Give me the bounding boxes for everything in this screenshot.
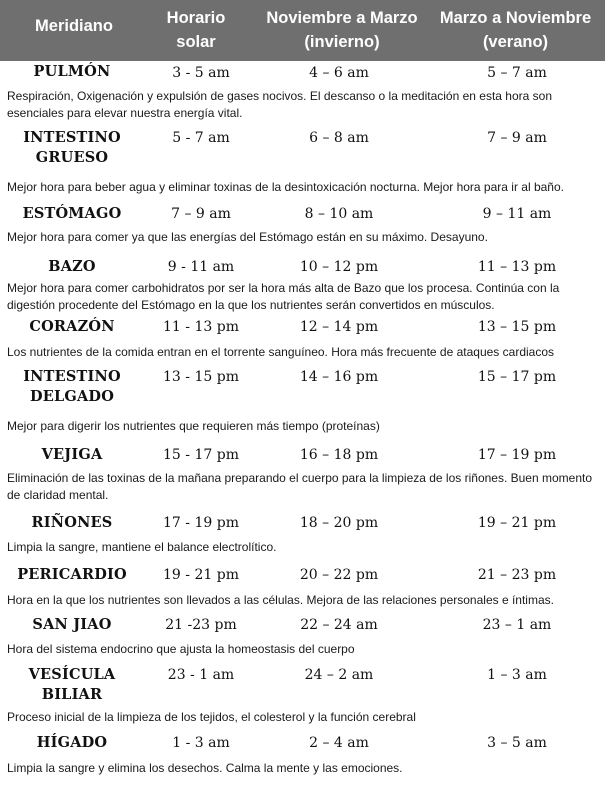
header-solar-line2: solar bbox=[176, 33, 216, 51]
solar-time: 1 - 3 am bbox=[172, 735, 230, 751]
meridian-name: HÍGADO bbox=[36, 734, 108, 751]
winter-time: 8 – 10 am bbox=[304, 206, 374, 222]
meridian-name: RIÑONES bbox=[31, 514, 113, 531]
meridian-description: Limpia la sangre y elimina los desechos. Calma la mente y las emociones. bbox=[7, 761, 403, 775]
solar-time: 5 - 7 am bbox=[172, 130, 230, 146]
solar-time: 11 - 13 pm bbox=[163, 319, 239, 335]
meridian-description: Hora del sistema endocrino que ajusta la homeostasis del cuerpo bbox=[7, 642, 355, 656]
meridian-name: PULMÓN bbox=[33, 63, 111, 80]
winter-time: 6 – 8 am bbox=[309, 130, 369, 146]
winter-time: 22 – 24 am bbox=[300, 617, 378, 633]
meridian-name: VESÍCULA BILIAR bbox=[28, 666, 116, 703]
summer-time: 11 – 13 pm bbox=[477, 259, 557, 275]
header-solar-line1: Horario bbox=[166, 9, 226, 27]
winter-time: 2 – 4 am bbox=[309, 735, 369, 751]
meridian-name: ESTÓMAGO bbox=[22, 205, 122, 222]
winter-time: 16 – 18 pm bbox=[299, 447, 379, 463]
header-winter bbox=[252, 6, 432, 54]
winter-time: 12 – 14 pm bbox=[299, 319, 379, 335]
solar-time: 19 - 21 pm bbox=[163, 567, 239, 583]
meridian-description: Eliminación de las toxinas de la mañana preparando el cuerpo para la limpieza de los riñones. Buen momento de claridad mental. bbox=[7, 471, 593, 502]
summer-time: 1 – 3 am bbox=[487, 667, 547, 683]
header-meridian bbox=[4, 14, 144, 38]
meridian-name: INTESTINO DELGADO bbox=[23, 368, 121, 405]
meridian-name: BAZO bbox=[48, 258, 96, 275]
winter-time: 4 – 6 am bbox=[309, 65, 369, 81]
header-winter-line2: (invierno) bbox=[304, 33, 380, 51]
winter-time: 14 – 16 pm bbox=[299, 369, 379, 385]
meridian-description: Proceso inicial de la limpieza de los tejidos, el colesterol y la función cerebral bbox=[7, 710, 416, 724]
summer-time: 21 – 23 pm bbox=[477, 567, 557, 583]
meridian-description: Los nutrientes de la comida entran en el torrente sanguíneo. Hora más frecuente de ataques cardiacos bbox=[7, 345, 555, 359]
solar-time: 17 - 19 pm bbox=[163, 515, 239, 531]
meridian-description: Respiración, Oxigenación y expulsión de gases nocivos. El descanso o la meditación en esta hora son esenciales para elevar nuestra energía vital. bbox=[7, 89, 552, 120]
solar-time: 23 - 1 am bbox=[167, 667, 235, 683]
summer-time: 7 – 9 am bbox=[487, 130, 547, 146]
solar-time: 3 - 5 am bbox=[172, 65, 230, 81]
winter-time: 10 – 12 pm bbox=[299, 259, 379, 275]
meridian-name: INTESTINO GRUESO bbox=[23, 129, 121, 166]
meridian-description: Limpia la sangre, mantiene el balance electrolítico. bbox=[7, 540, 277, 554]
solar-time: 7 – 9 am bbox=[171, 206, 231, 222]
solar-time: 21 -23 pm bbox=[165, 617, 237, 633]
summer-time: 13 – 15 pm bbox=[477, 319, 557, 335]
meridian-description: Mejor hora para beber agua y eliminar toxinas de la desintoxicación nocturna. Mejor hora para ir al baño. bbox=[7, 180, 564, 194]
header-summer bbox=[428, 6, 603, 54]
header-meridian-label: Meridiano bbox=[35, 17, 113, 35]
meridian-description: Hora en la que los nutrientes son llevados a las células. Mejora de las relaciones personales e íntimas. bbox=[7, 593, 554, 607]
solar-time: 9 - 11 am bbox=[167, 259, 235, 275]
solar-time: 13 - 15 pm bbox=[163, 369, 239, 385]
summer-time: 9 – 11 am bbox=[482, 206, 552, 222]
summer-time: 15 – 17 pm bbox=[477, 369, 557, 385]
meridian-name: PERICARDIO bbox=[17, 566, 127, 583]
meridian-name: VEJIGA bbox=[41, 446, 103, 463]
summer-time: 5 – 7 am bbox=[487, 65, 547, 81]
header-summer-line2: (verano) bbox=[482, 33, 549, 51]
meridian-description: Mejor hora para comer carbohidratos por ser la hora más alta de Bazo que los procesa. Continúa con la digestión procedente del Estómago en la que los nutrientes serán convertidos en músculos. bbox=[7, 281, 560, 312]
header-summer-line1: Marzo a Noviembre bbox=[439, 9, 592, 27]
header-winter-line1: Noviembre a Marzo bbox=[266, 9, 418, 27]
summer-time: 19 – 21 pm bbox=[477, 515, 557, 531]
meridian-name: SAN JIAO bbox=[32, 616, 112, 633]
meridian-name: CORAZÓN bbox=[29, 318, 115, 335]
summer-time: 3 – 5 am bbox=[487, 735, 547, 751]
solar-time: 15 - 17 pm bbox=[163, 447, 239, 463]
header-solar-time bbox=[150, 6, 242, 54]
summer-time: 17 – 19 pm bbox=[477, 447, 557, 463]
table-header bbox=[0, 0, 605, 61]
meridian-description: Mejor para digerir los nutrientes que requieren más tiempo (proteínas) bbox=[7, 419, 380, 433]
summer-time: 23 – 1 am bbox=[482, 617, 552, 633]
winter-time: 24 – 2 am bbox=[304, 667, 374, 683]
winter-time: 20 – 22 pm bbox=[299, 567, 379, 583]
meridian-description: Mejor hora para comer ya que las energías del Estómago están en su máximo. Desayuno. bbox=[7, 230, 488, 244]
winter-time: 18 – 20 pm bbox=[299, 515, 379, 531]
